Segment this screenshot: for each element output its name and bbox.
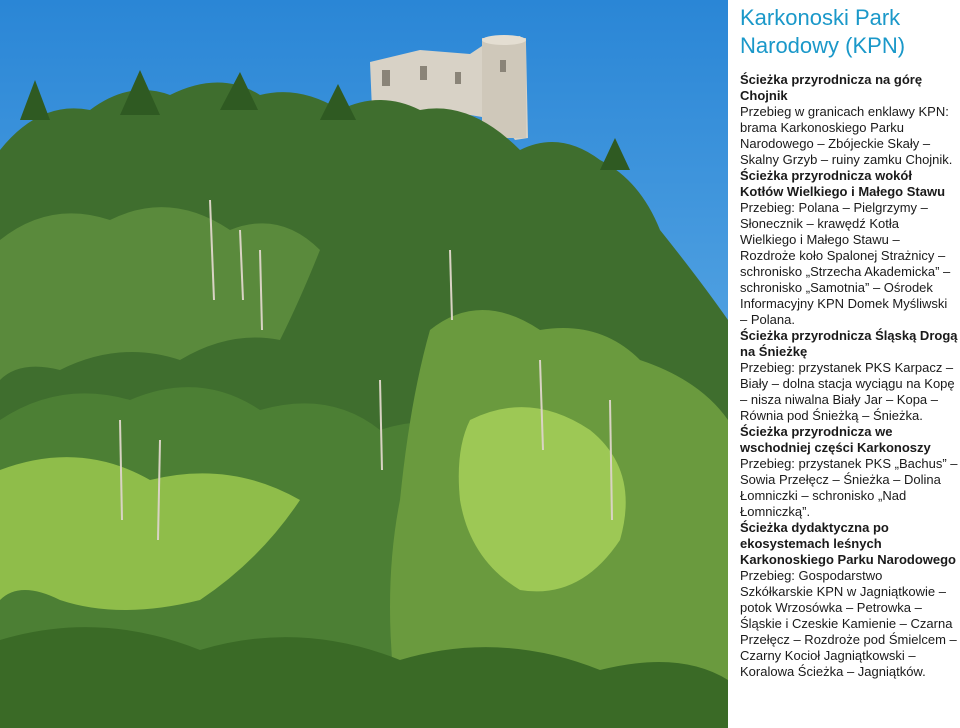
trail-name: Ścieżka dydaktyczna po ekosystemach leśnych Karkonoskiego Parku Narodowego [740, 520, 956, 567]
trail-route: Przebieg: Gospodarstwo Szkółkarskie KPN w Jagniątkowie – potok Wrzosówka – Petrowka – Śląskie i Czeskie Kamienie – Czarna Przełęcz – Rozdroże pod Śmielcem – Czarny Kocioł Jagniątkowski – Koralowa Ścieżka – Jagniątków. [740, 568, 957, 679]
trail-name: Ścieżka przyrodnicza we wschodniej części Karkonoszy [740, 424, 931, 455]
trail-item [740, 168, 958, 328]
trail-route: Przebieg: przystanek PKS „Bachus” – Sowia Przełęcz – Śnieżka – Dolina Łomniczki – schronisko „Nad Łomniczką”. [740, 456, 958, 519]
trail-item [740, 520, 958, 680]
trail-item [740, 72, 958, 168]
trail-item [740, 424, 958, 520]
trail-route: Przebieg: Polana – Pielgrzymy – Słonecznik – krawędź Kotła Wielkiego i Małego Stawu – Rozdroże koło Spalonej Strażnicy – schronisko „Strzecha Akademicka” – schronisko „Samotnia” – Ośrodek Informacyjny KPN Domek Myśliwski – Polana. [740, 200, 951, 327]
trail-route: Przebieg: przystanek PKS Karpacz – Biały – dolna stacja wyciągu na Kopę – nisza niwalna Biały Jar – Kopa – Równia pod Śnieżką – Śnieżka. [740, 360, 955, 423]
info-column [740, 4, 958, 680]
trail-name: Ścieżka przyrodnicza wokół Kotłów Wielkiego i Małego Stawu [740, 168, 946, 199]
page-title: Karkonoski Park Narodowy (KPN) [740, 5, 906, 58]
forest-canopy [0, 70, 728, 728]
trail-name: Ścieżka przyrodnicza na górę Chojnik [740, 72, 923, 103]
trail-item [740, 328, 958, 424]
trail-name: Ścieżka przyrodnicza Śląską Drogą na Śnieżkę [740, 328, 958, 359]
trail-route: Przebieg w granicach enklawy KPN: brama Karkonoskiego Parku Narodowego – Zbójeckie Skały – Skalny Grzyb – ruiny zamku Chojnik. [740, 104, 953, 167]
